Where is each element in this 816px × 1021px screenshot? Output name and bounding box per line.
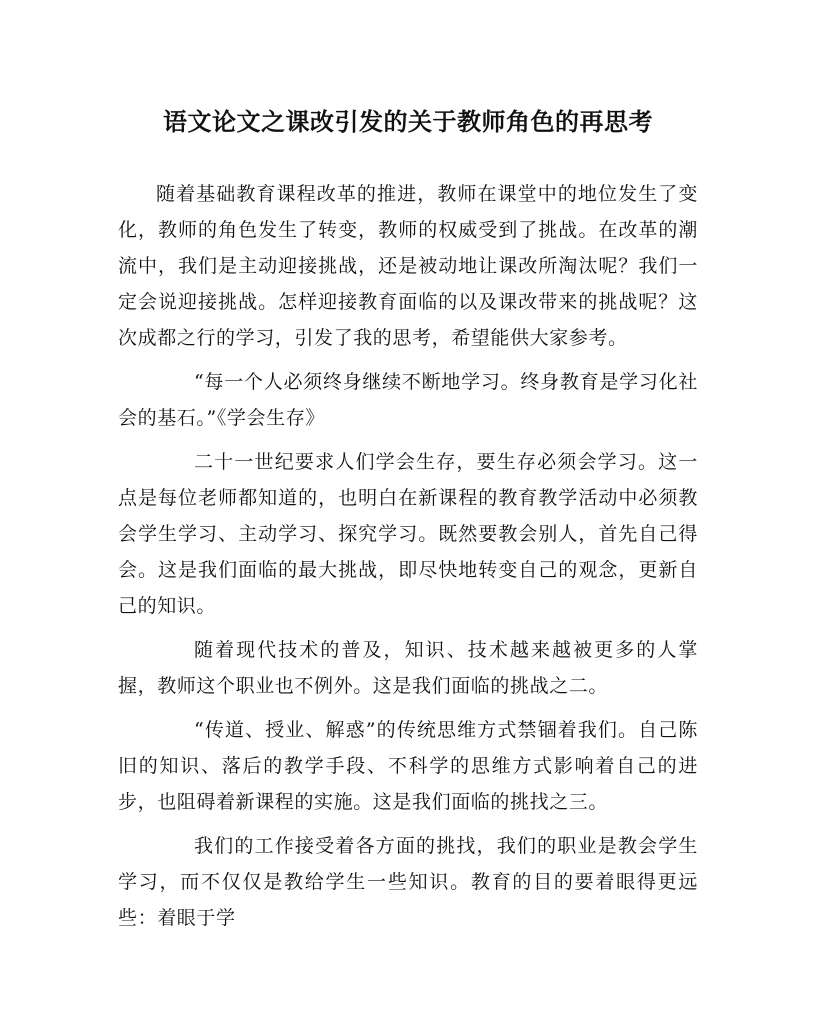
- document-body: [118, 176, 698, 944]
- paragraph-2: “每一个人必须终身继续不断地学习。终身教育是学习化社会的基石。”《学会生存》: [118, 371, 698, 429]
- document-title: 语文论文之课改引发的关于教师角色的再思考: [163, 107, 653, 136]
- paragraph-5: “传道、授业、解惑”的传统思维方式禁锢着我们。自己陈旧的知识、落后的教学手段、不科学的思维方式影响着自己的进步，也阻碍着新课程的实施。这是我们面临的挑找之三。: [118, 719, 698, 813]
- paragraph-1: 随着基础教育课程改革的推进，教师在课堂中的地位发生了变化，教师的角色发生了转变，教师的权威受到了挑战。在改革的潮流中，我们是主动迎接挑战，还是被动地让课改所淘汰呢？我们一定会说迎接挑战。怎样迎接教育面临的以及课改带来的挑战呢？这次成都之行的学习，引发了我的思考，希望能供大家参考。: [118, 183, 698, 349]
- paragraph-6: 我们的工作接受着各方面的挑找，我们的职业是教会学生学习，而不仅仅是教给学生一些知识。教育的目的要着眼得更远些：着眼于学: [118, 835, 698, 929]
- paragraph-3: 二十一世纪要求人们学会生存，要生存必须会学习。这一点是每位老师都知道的，也明白在新课程的教育教学活动中必须教会学生学习、主动学习、探究学习。既然要教会别人，首先自己得会。这是我们面临的最大挑战，即尽快地转变自己的观念，更新自己的知识。: [118, 451, 698, 617]
- paragraph-4: 随着现代技术的普及，知识、技术越来越被更多的人掌握，教师这个职业也不例外。这是我们面临的挑战之二。: [118, 639, 698, 697]
